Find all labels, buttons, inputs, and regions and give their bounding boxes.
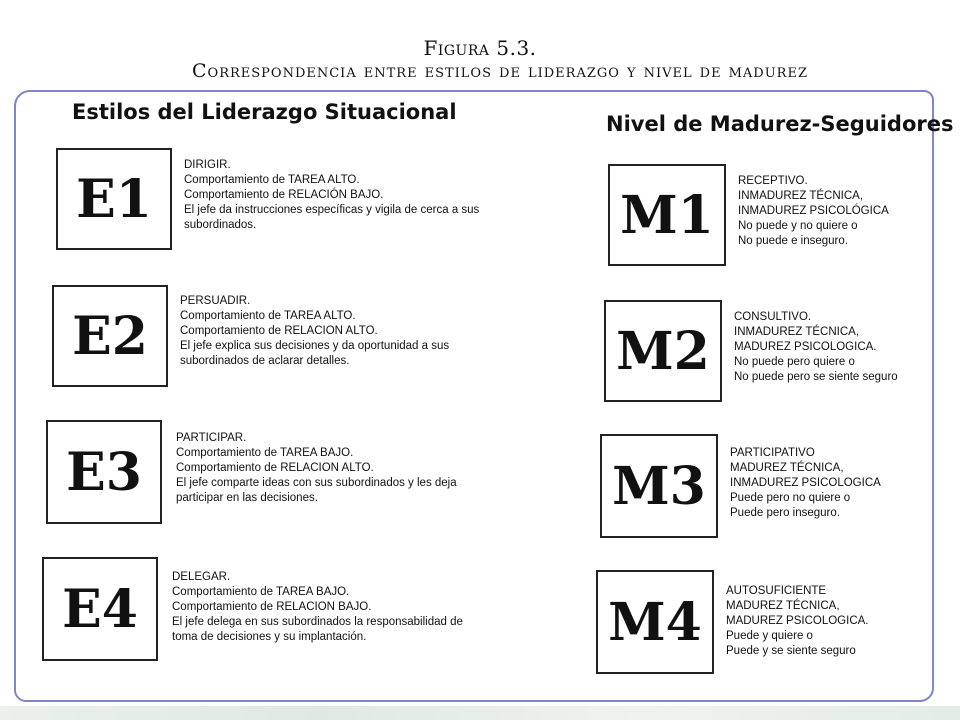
maturity-line: MADUREZ TÉCNICA, bbox=[730, 462, 844, 474]
maturity-box-m4 bbox=[596, 570, 714, 674]
style-line: Comportamiento de RELACIÓN BAJO. bbox=[184, 189, 384, 201]
maturity-line: No puede pero se siente seguro bbox=[734, 371, 898, 383]
maturity-name: CONSULTIVO. bbox=[734, 311, 812, 323]
style-name: PERSUADIR. bbox=[180, 295, 251, 307]
maturity-line: No puede e inseguro. bbox=[738, 235, 848, 247]
style-code: E3 bbox=[66, 441, 142, 503]
right-column-heading: Nivel de Madurez-Seguidores bbox=[606, 112, 954, 136]
maturity-line: INMADUREZ TÉCNICA, bbox=[734, 326, 860, 338]
maturity-description-m1 bbox=[738, 174, 889, 249]
style-line: toma de decisiones y su implantación. bbox=[172, 631, 367, 643]
style-box-e4 bbox=[42, 557, 158, 661]
maturity-box-m2 bbox=[604, 300, 722, 402]
style-code: E1 bbox=[76, 168, 152, 230]
style-line: Comportamiento de TAREA BAJO. bbox=[172, 586, 350, 598]
style-code: E2 bbox=[72, 305, 148, 367]
maturity-name: PARTICIPATIVO bbox=[730, 447, 815, 459]
style-box-e3 bbox=[46, 420, 162, 524]
maturity-box-m3 bbox=[600, 434, 718, 538]
style-line: Comportamiento de RELACION BAJO. bbox=[172, 601, 372, 613]
style-name: DIRIGIR. bbox=[184, 159, 231, 171]
style-description-e3 bbox=[176, 431, 457, 506]
style-code: E4 bbox=[62, 578, 138, 640]
maturity-box-m1 bbox=[608, 164, 726, 266]
style-line: participar en las decisiones. bbox=[176, 492, 318, 504]
style-line: El jefe delega en sus subordinados la responsabilidad de bbox=[172, 616, 463, 628]
maturity-line: Puede pero no quiere o bbox=[730, 492, 851, 504]
maturity-line: Puede y se siente seguro bbox=[726, 645, 856, 657]
style-line: subordinados de aclarar detalles. bbox=[180, 355, 350, 367]
bottom-background-strip bbox=[0, 706, 960, 720]
left-column-heading: Estilos del Liderazgo Situacional bbox=[72, 100, 457, 124]
maturity-line: MADUREZ TÉCNICA, bbox=[726, 600, 840, 612]
maturity-description-m2 bbox=[734, 310, 898, 385]
maturity-line: No puede y no quiere o bbox=[738, 220, 858, 232]
maturity-code: M4 bbox=[608, 591, 702, 653]
maturity-line: MADUREZ PSICOLOGICA. bbox=[734, 341, 877, 353]
maturity-line: MADUREZ PSICOLOGICA. bbox=[726, 615, 869, 627]
style-description-e1 bbox=[184, 158, 479, 233]
maturity-code: M3 bbox=[612, 455, 706, 517]
style-box-e2 bbox=[52, 285, 168, 387]
style-line: Comportamiento de TAREA ALTO. bbox=[184, 174, 360, 186]
style-line: subordinados. bbox=[184, 219, 257, 231]
style-name: DELEGAR. bbox=[172, 571, 231, 583]
maturity-code: M2 bbox=[616, 320, 710, 382]
style-line: Comportamiento de RELACION ALTO. bbox=[180, 325, 378, 337]
maturity-line: Puede pero inseguro. bbox=[730, 507, 840, 519]
style-line: El jefe da instrucciones específicas y vigila de cerca a sus bbox=[184, 204, 480, 216]
style-description-e4 bbox=[172, 570, 463, 645]
style-description-e2 bbox=[180, 294, 449, 369]
maturity-code: M1 bbox=[620, 184, 714, 246]
figure-title: Correspondencia entre estilos de liderazgo y nivel de madurez bbox=[192, 60, 808, 82]
maturity-line: No puede pero quiere o bbox=[734, 356, 855, 368]
maturity-name: AUTOSUFICIENTE bbox=[726, 585, 827, 597]
style-line: Comportamiento de TAREA BAJO. bbox=[176, 447, 354, 459]
style-name: PARTICIPAR. bbox=[176, 432, 247, 444]
style-line: Comportamiento de TAREA ALTO. bbox=[180, 310, 356, 322]
maturity-description-m3 bbox=[730, 446, 881, 521]
maturity-line: INMADUREZ TÉCNICA, bbox=[738, 190, 864, 202]
style-line: El jefe comparte ideas con sus subordinados y les deja bbox=[176, 477, 457, 489]
maturity-line: INMADUREZ PSICOLÓGICA bbox=[738, 205, 889, 217]
style-box-e1 bbox=[56, 148, 172, 250]
maturity-line: INMADUREZ PSICOLOGICA bbox=[730, 477, 881, 489]
maturity-line: Puede y quiere o bbox=[726, 630, 813, 642]
style-line: Comportamiento de RELACION ALTO. bbox=[176, 462, 374, 474]
maturity-name: RECEPTIVO. bbox=[738, 175, 808, 187]
maturity-description-m4 bbox=[726, 584, 869, 659]
style-line: El jefe explica sus decisiones y da oportunidad a sus bbox=[180, 340, 450, 352]
figure-label: Figura 5.3. bbox=[423, 36, 537, 60]
